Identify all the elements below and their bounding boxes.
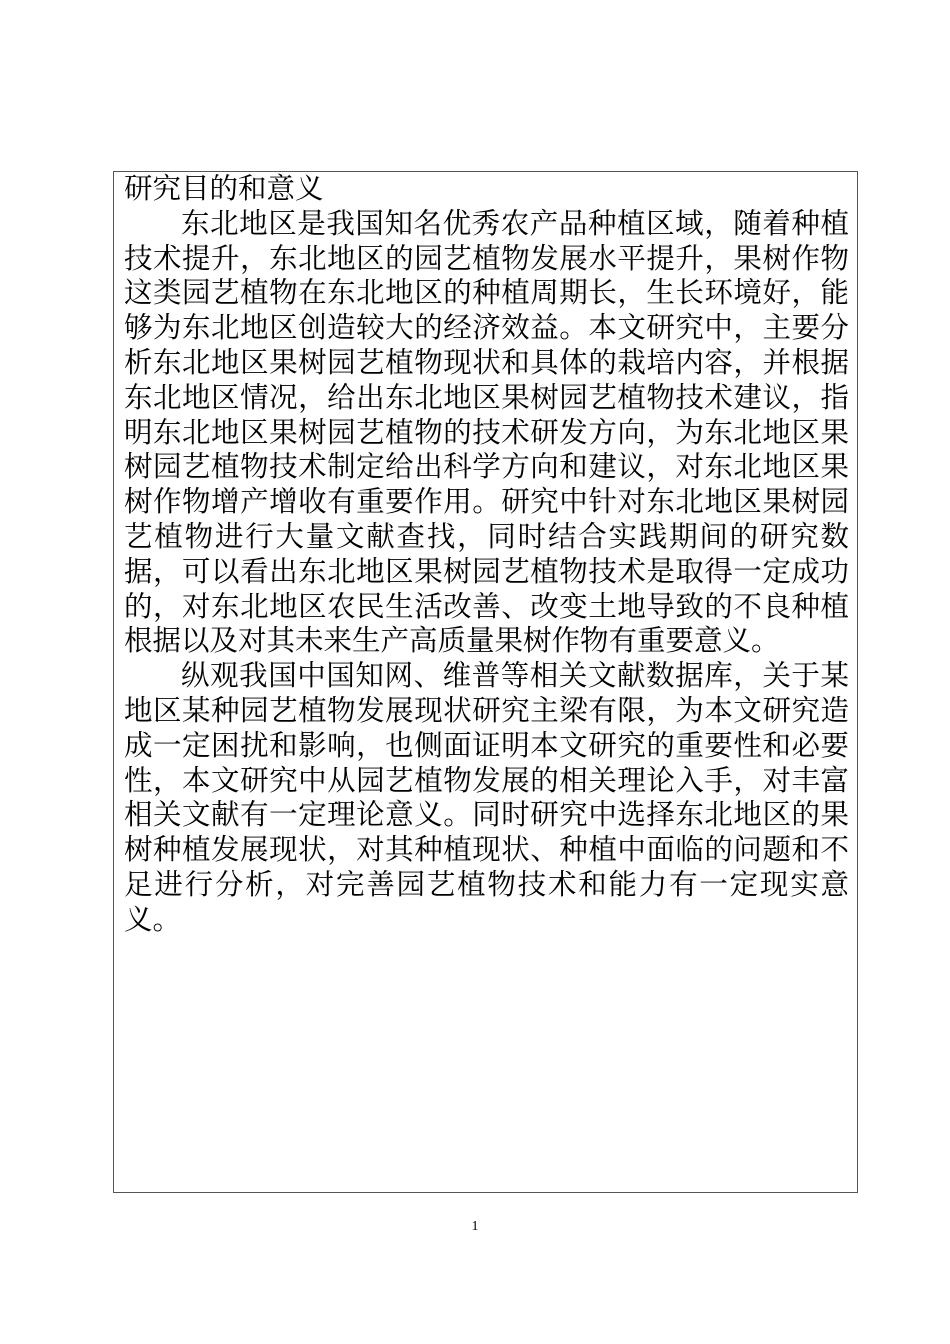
section-heading: 研究目的和意义	[124, 172, 324, 205]
paragraph-1: 东北地区是我国知名优秀农产品种植区域，随着种植技术提升，东北地区的园艺植物发展水平提升，果树作物这类园艺植物在东北地区的种植周期长，生长环境好，能够为东北地区创造较大的经济效益。本文研究中，主要分析东北地区果树园艺植物现状和具体的栽培内容，并根据东北地区情况，给出东北地区果树园艺植物技术建议，指明东北地区果树园艺植物的技术研发方向，为东北地区果树园艺植物技术制定给出科学方向和建议，对东北地区果树作物增产增收有重要作用。研究中针对东北地区果树园艺植物进行大量文献查找，同时结合实践期间的研究数据，可以看出东北地区果树园艺植物技术是取得一定成功的，对东北地区农民生活改善、改变土地导致的不良种植根据以及对其未来生产高质量果树作物有重要意义。	[124, 206, 849, 658]
page-number: 1	[471, 1219, 479, 1234]
paragraph-2: 纵观我国中国知网、维普等相关文献数据库，关于某地区某种园艺植物发展现状研究主梁有限，为本文研究造成一定困扰和影响，也侧面证明本文研究的重要性和必要性，本文研究中从园艺植物发展的相关理论入手，对丰富相关文献有一定理论意义。同时研究中选择东北地区的果树种植发展现状，对其种植现状、种植中面临的问题和不足进行分析，对完善园艺植物技术和能力有一定现实意义。	[124, 659, 849, 936]
content-frame	[113, 171, 858, 1193]
section-body	[124, 172, 849, 938]
